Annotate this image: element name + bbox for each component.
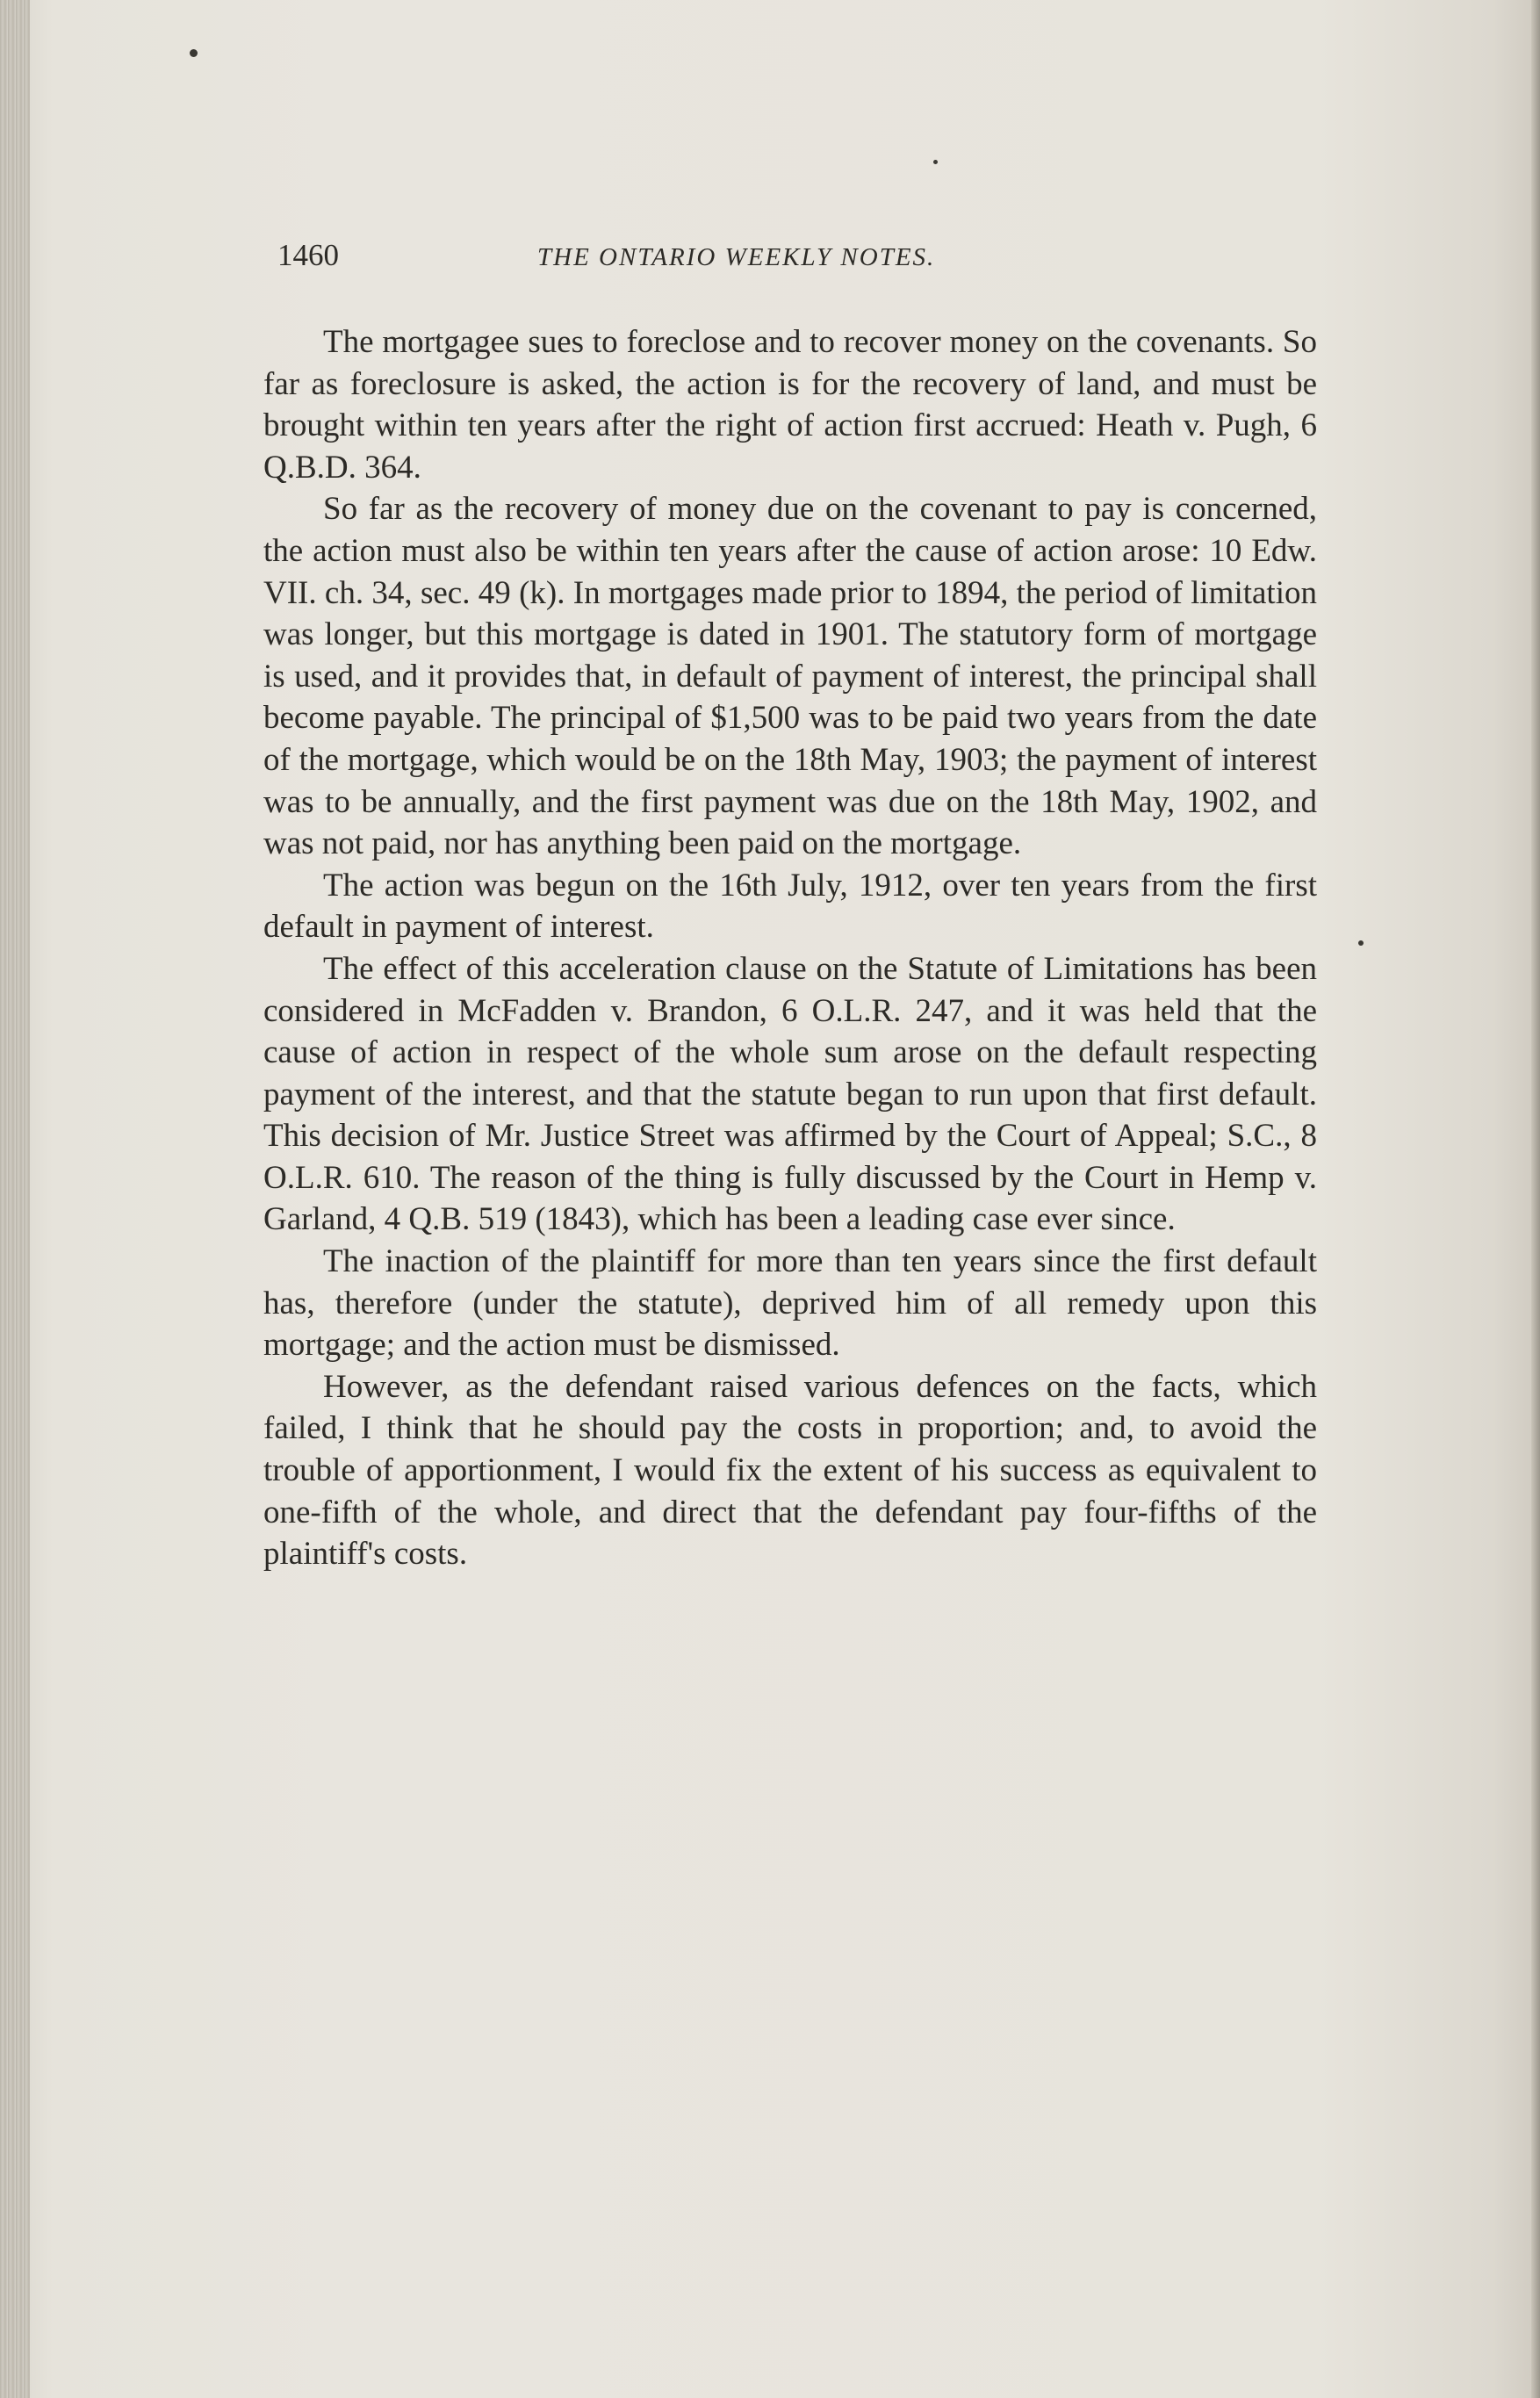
paragraph: The inaction of the plaintiff for more than ten years since the first default has, therefore (under the statute), deprived him of all remedy upon this mortgage; and the action must be dismissed. [263, 1243, 1317, 1364]
book-binding-edge [0, 0, 30, 2398]
body-text [263, 321, 1317, 1575]
paragraph: The action was begun on the 16th July, 1912, over ten years from the first default in payment of interest. [263, 867, 1317, 946]
ink-speck [933, 160, 938, 164]
running-title: THE ONTARIO WEEKLY NOTES. [537, 243, 936, 271]
page-header [277, 234, 1321, 277]
ink-speck [1358, 940, 1364, 946]
paragraph: So far as the recovery of money due on the covenant to pay is concerned, the action must also be within ten years after the cause of action arose: 10 Edw. VII. ch. 34, sec. 49 (k). In mortgages made prior to 1894, the period of limitation was longer, but this mortgage is dated in 1901. The statutory form of mortgage is used, and it provides that, in default of payment of interest, the principal shall become payable. The principal of $1,500 was to be paid two years from the date of the mortgage, which would be on the 18th May, 1903; the payment of interest was to be annually, and the first payment was due on the 18th May, 1902, and was not paid, nor has anything been paid on the mortgage. [263, 491, 1317, 862]
paragraph: However, as the defendant raised various defences on the facts, which failed, I think that he should pay the costs in proportion; and, to avoid the trouble of apportionment, I would fix the extent of his success as equivalent to one-fifth of the whole, and direct that the defendant pay four-fifths of the plaintiff's costs. [263, 1368, 1317, 1573]
paragraph: The effect of this acceleration clause on the Statute of Limitations has been considered in McFadden v. Brandon, 6 O.L.R. 247, and it was held that the cause of action in respect of the whole sum arose on the default respecting payment of the interest, and that the statute began to run upon that first default. This decision of Mr. Justice Street was affirmed by the Court of Appeal; S.C., 8 O.L.R. 610. The reason of the thing is fully discussed by the Court in Hemp v. Garland, 4 Q.B. 519 (1843), which has been a leading case ever since. [263, 950, 1317, 1238]
page-number: 1460 [277, 238, 339, 272]
paragraph: The mortgagee sues to foreclose and to recover money on the covenants. So far as foreclosure is asked, the action is for the recovery of land, and must be brought within ten years after the right of action first accrued: Heath v. Pugh, 6 Q.B.D. 364. [263, 324, 1317, 486]
page-right-edge [1531, 0, 1540, 2398]
ink-speck [190, 49, 198, 57]
